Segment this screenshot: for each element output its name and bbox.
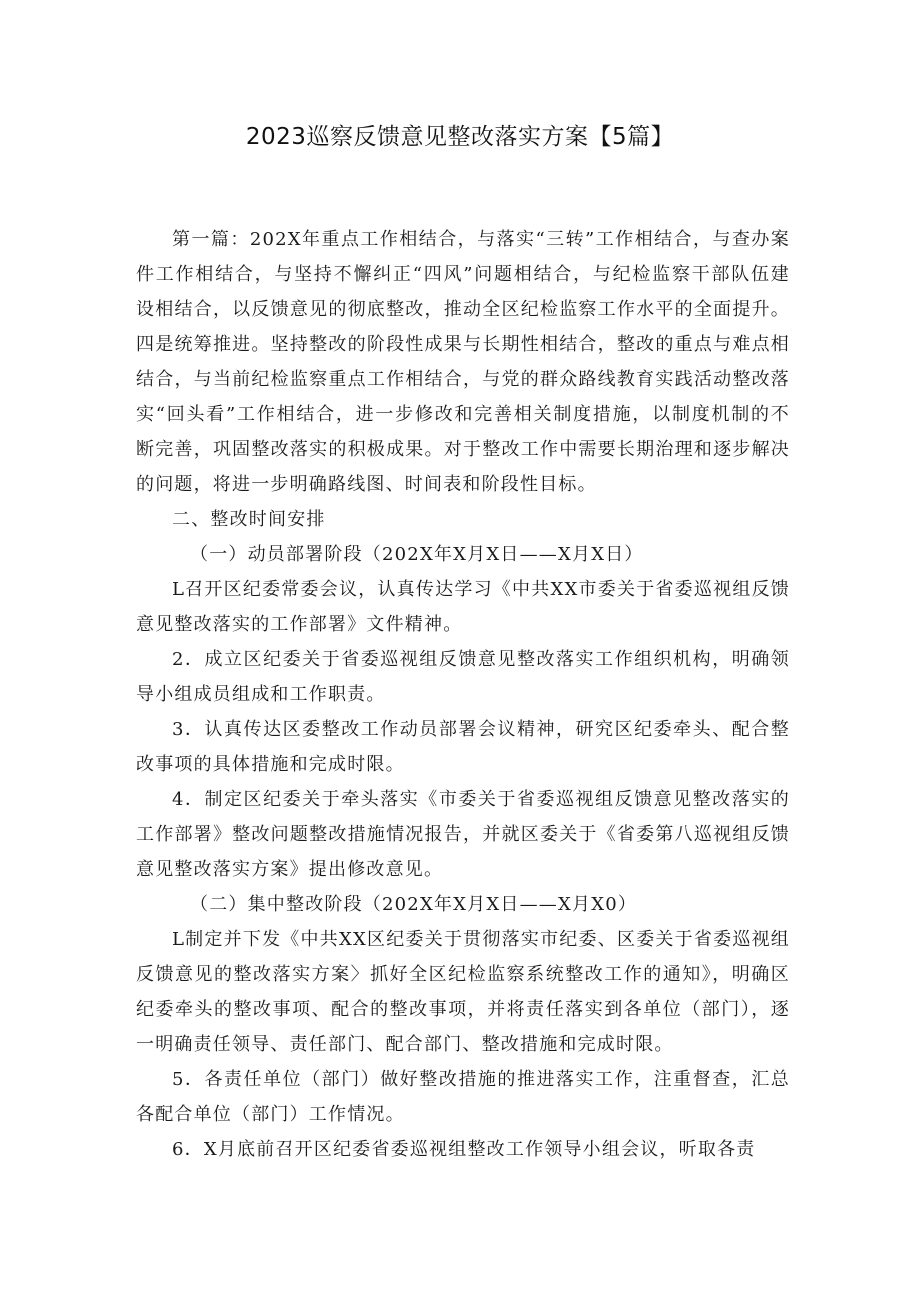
phase-heading-rectification: （二）集中整改阶段（202X年X月X日——X月X0） (190, 894, 638, 915)
list-item-5: 5．各责任单位（部门）做好整改措施的推进落实工作，注重督查，汇总各配合单位（部门）工作情况。 (136, 1069, 790, 1125)
document-body (136, 222, 790, 1167)
list-item-6: 6．X月底前召开区纪委省委巡视组整改工作领导小组会议，听取各责 (172, 1139, 756, 1160)
list-item-2: 2．成立区纪委关于省委巡视组反馈意见整改落实工作组织机构，明确领导小组成员组成和工作职责。 (136, 649, 790, 705)
paragraph-intro: 第一篇：202X年重点工作相结合，与落实“三转”工作相结合，与查办案件工作相结合，与坚持不懈纠正“四风”问题相结合，与纪检监察干部队伍建设相结合，以反馈意见的彻底整改，推动全区纪检监察工作水平的全面提升。四是统筹推进。坚持整改的阶段性成果与长期性相结合，整改的重点与难点相结合，与当前纪检监察重点工作相结合，与党的群众路线教育实践活动整改落实“回头看”工作相结合，进一步修改和完善相关制度措施，以制度机制的不断完善，巩固整改落实的积极成果。对于整改工作中需要长期治理和逐步解决的问题，将进一步明确路线图、时间表和阶段性目标。 (136, 229, 790, 495)
document-title: 2023巡察反馈意见整改落实方案【5篇】 (245, 124, 675, 150)
list-item-4: 4．制定区纪委关于牵头落实《市委关于省委巡视组反馈意见整改落实的工作部署》整改问题整改措施情况报告，并就区委关于《省委第八巡视组反馈意见整改落实方案》提出修改意见。 (136, 789, 790, 880)
list-item-3: 3．认真传达区委整改工作动员部署会议精神，研究区纪委牵头、配合整改事项的具体措施和完成时限。 (136, 719, 790, 775)
list-item-L: L制定并下发《中共XX区纪委关于贯彻落实市纪委、区委关于省委巡视组反馈意见的整改落实方案〉抓好全区纪检监察系统整改工作的通知》，明确区纪委牵头的整改事项、配合的整改事项，并将责任落实到各单位（部门），逐一明确责任领导、责任部门、配合部门、整改措施和完成时限。 (136, 929, 790, 1055)
phase-heading-mobilization: （一）动员部署阶段（202X年X月X日——X月X日） (190, 544, 644, 565)
list-item-1: L召开区纪委常委会议，认真传达学习《中共XX市委关于省委巡视组反馈意见整改落实的工作部署》文件精神。 (136, 579, 790, 635)
section-heading-schedule: 二、整改时间安排 (172, 509, 326, 530)
